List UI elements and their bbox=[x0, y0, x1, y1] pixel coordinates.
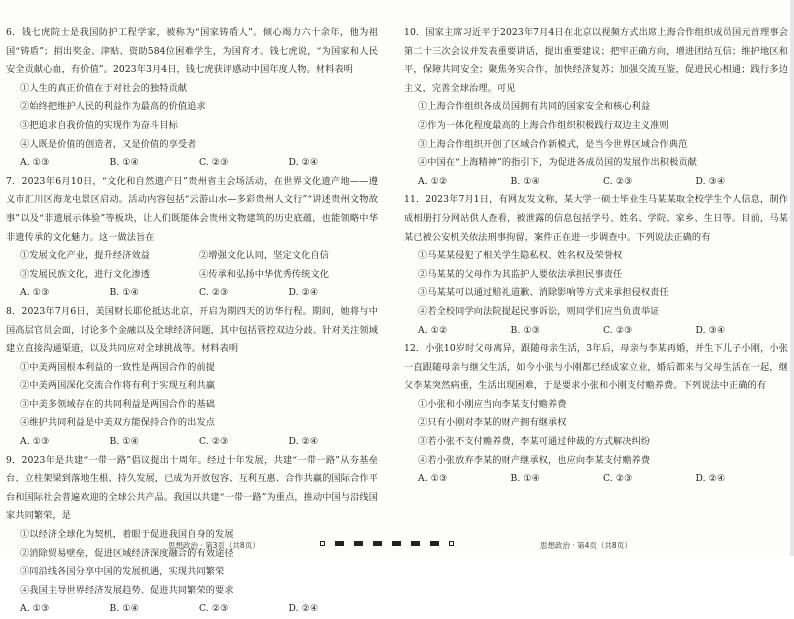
square-mark-icon bbox=[449, 541, 454, 546]
statement-4: ④若全校同学向法院提起民事诉讼，则同学们应当负责举证 bbox=[418, 305, 660, 317]
statement-3: ③马某某可以通过赔礼道歉、消除影响等方式来承担侵权责任 bbox=[418, 287, 669, 299]
choice-a[interactable]: A. ①③ bbox=[418, 473, 448, 485]
statement-4: ④维护共同利益是中美双方能保持合作的出发点 bbox=[20, 417, 216, 429]
choice-c[interactable]: C. ②③ bbox=[603, 473, 633, 485]
choice-b[interactable]: B. ①④ bbox=[109, 436, 140, 448]
statement-1: ①中美两国根本利益的一致性是两国合作的前提 bbox=[20, 361, 216, 373]
bar-mark-icon bbox=[430, 541, 439, 546]
bar-mark-icon bbox=[335, 541, 344, 546]
choice-c[interactable]: C. ②③ bbox=[199, 603, 229, 615]
choice-d[interactable]: D. ②④ bbox=[288, 287, 319, 299]
question-6 bbox=[6, 24, 378, 173]
statement-grid bbox=[6, 247, 378, 284]
choice-c[interactable]: C. ②③ bbox=[603, 175, 633, 187]
answer-choices bbox=[404, 173, 788, 192]
question-12 bbox=[404, 340, 788, 489]
square-mark-icon bbox=[320, 541, 325, 546]
answer-choices bbox=[404, 470, 788, 489]
bar-mark-icon bbox=[411, 541, 420, 546]
statement-2: ②中美两国深化交流合作将有利于实现互利共赢 bbox=[20, 380, 216, 392]
choice-b[interactable]: B. ①④ bbox=[510, 175, 541, 187]
statement-3: ③上海合作组织开创了区域合作新模式，是当今世界区域合作典范 bbox=[418, 138, 688, 150]
question-10 bbox=[404, 24, 788, 191]
statement-3: ③若小张不支付赡养费，李某可通过仲裁的方式解决纠纷 bbox=[418, 436, 651, 448]
question-stem: 12．小张10岁时父母离异，跟随母亲生活，3年后，母亲与李某再婚，并生下儿子小刚，小张一直跟随母亲与继父生活，如今小张与小刚都已经成家立业，婚后都来与父母生活在一起，继父李某突然病重，生活出现困难，于是要求小张和小刚支付赡养费。下列说法中正确的有 bbox=[404, 343, 788, 392]
choice-c[interactable]: C. ②③ bbox=[199, 436, 229, 448]
choice-a[interactable]: A. ①② bbox=[418, 175, 448, 187]
choice-a[interactable]: A. ①③ bbox=[20, 287, 50, 299]
question-8 bbox=[6, 303, 378, 452]
choice-c[interactable]: C. ②③ bbox=[603, 324, 633, 336]
answer-choices bbox=[6, 284, 378, 303]
statement-3: ③把追求自我价值的实现作为奋斗目标 bbox=[20, 119, 178, 131]
statement-1: ①发展文化产业，提升经济效益 bbox=[20, 250, 151, 262]
choice-b[interactable]: B. ①④ bbox=[510, 473, 541, 485]
statement-4: ④我国主导世界经济发展趋势、促进共同繁荣的要求 bbox=[20, 584, 234, 596]
choice-a[interactable]: A. ①③ bbox=[20, 157, 50, 169]
choice-c[interactable]: C. ②③ bbox=[199, 287, 229, 299]
answer-choices bbox=[6, 600, 378, 619]
footer-page-right: 思想政治 · 第4页（共8页） bbox=[540, 541, 632, 550]
statement-4: ④中国在“上海精神”的指引下，为促进各成员国的发展作出积极贡献 bbox=[418, 157, 697, 169]
choice-d[interactable]: D. ②④ bbox=[288, 157, 319, 169]
choice-a[interactable]: A. ①② bbox=[418, 324, 448, 336]
choice-a[interactable]: A. ①③ bbox=[20, 436, 50, 448]
answer-choices bbox=[404, 322, 788, 341]
statement-2: ②作为一体化程度最高的上海合作组织积极践行双边主义准则 bbox=[418, 119, 669, 131]
choice-b[interactable]: B. ①④ bbox=[109, 157, 140, 169]
footer-page-left: 思想政治 · 第3页（共8页） bbox=[168, 541, 260, 550]
choice-d[interactable]: D. ③④ bbox=[695, 175, 726, 187]
statement-1: ①以经济全球化为契机，着眼于促进我国自身的发展 bbox=[20, 529, 234, 541]
question-stem: 10．国家主席习近平于2023年7月4日在北京以视频方式出席上海合作组织成员国元首理事会第二十三次会议并发表重要讲话，提出重要建议；把牢正确方向，增进团结互信；维护地区和平，保障共同安全；聚焦务实合作，加快经济复苏；加强交流互鉴，促进民心相通；践行多边主义，完善全球治理。可见 bbox=[404, 27, 788, 94]
right-column bbox=[404, 24, 788, 489]
answer-choices bbox=[6, 154, 378, 173]
statement-3: ③发展民族文化，进行文化渗透 bbox=[20, 268, 151, 280]
choice-b[interactable]: B. ①④ bbox=[109, 603, 140, 615]
question-stem: 9．2023年是共建“一带一路”倡议提出十周年。经过十年发展，共建“一带一路”从夯基垒台、立柱架梁到落地生根、持久发展，已成为开放包容、互利互惠、合作共赢的国际合作平台和国际社会普遍欢迎的全球公共产品。我国以共建“一带一路”为重点，推动中国与沿线国家共同繁荣，是 bbox=[6, 454, 378, 522]
statement-1: ①上海合作组织各成员国拥有共同的国家安全和核心利益 bbox=[418, 101, 651, 113]
statement-4: ④人既是价值的创造者，又是价值的享受者 bbox=[20, 138, 197, 150]
question-11 bbox=[404, 191, 788, 340]
scan-edge bbox=[790, 0, 794, 556]
choice-a[interactable]: A. ①③ bbox=[20, 603, 50, 615]
left-column bbox=[6, 24, 378, 619]
choice-d[interactable]: D. ②④ bbox=[288, 603, 319, 615]
statement-4: ④传承和弘扬中华优秀传统文化 bbox=[199, 268, 330, 280]
statement-2: ②只有小刚对李某的财产拥有继承权 bbox=[418, 417, 567, 429]
statement-2: ②马某某的父母作为其监护人要依法承担民事责任 bbox=[418, 268, 623, 280]
question-stem: 8．2023年7月6日，美国财长耶伦抵达北京，开启为期四天的访华行程。期间，她将与中国高层官员会面，讨论多个金融以及全球经济问题，其中包括管控双边分歧、针对关注领域建立直接沟通渠道，以及共同应对全球挑战等。材料表明 bbox=[6, 305, 378, 355]
statement-2: ②始终把维护人民的利益作为最高的价值追求 bbox=[20, 101, 206, 113]
statement-1: ①马某某侵犯了相关学生隐私权、姓名权及荣誉权 bbox=[418, 250, 623, 262]
statement-1: ①人生的真正价值在于对社会的独特贡献 bbox=[20, 82, 188, 94]
choice-d[interactable]: D. ③④ bbox=[695, 324, 726, 336]
question-stem: 6．钱七虎院士是我国防护工程学家，被称为“国家铸盾人”。倾心竭力六十余年，他为祖国“铸盾”；捐出奖金、津贴、资助584位困难学生，为国育才。钱七虎说，“为国家和人民安全贡献心血，有价值”。2023年3月4日，钱七虎获评感动中国年度人物。材料表明 bbox=[6, 27, 378, 76]
statement-3: ③中美多领域存在的共同利益是两国合作的基础 bbox=[20, 398, 216, 410]
statement-4: ④若小张放弃李某的财产继承权，也应向李某支付赡养费 bbox=[418, 454, 651, 466]
choice-d[interactable]: D. ②④ bbox=[695, 473, 726, 485]
choice-d[interactable]: D. ②④ bbox=[288, 436, 319, 448]
statement-3: ③同沿线各国分享中国的发展机遇，实现共同繁荣 bbox=[20, 566, 225, 578]
page-footer bbox=[0, 538, 794, 552]
bar-mark-icon bbox=[373, 541, 382, 546]
statement-2: ②消除贸易壁垒，促进区域经济深度融合的有效途径 bbox=[20, 547, 234, 559]
question-stem: 7．2023年6月10日，“文化和自然遗产日”贵州省主会场活动，在世界文化遗产地——遵义市汇川区海龙屯景区启动。活动内容包括“云游山水—多彩贵州人文行”“讲述贵州文物故事”以及“非遗展示体验”等板块，让人们既能体会贵州文物建筑的历史底蕴，也能领略中华非遗传承的文化魅力。这一做法旨在 bbox=[6, 175, 378, 243]
question-7 bbox=[6, 173, 378, 303]
choice-c[interactable]: C. ②③ bbox=[199, 157, 229, 169]
answer-choices bbox=[6, 433, 378, 452]
statement-1: ①小张和小刚应当向李某支付赡养费 bbox=[418, 398, 567, 410]
question-9 bbox=[6, 452, 378, 619]
bar-mark-icon bbox=[392, 541, 401, 546]
bar-mark-icon bbox=[354, 541, 363, 546]
choice-b[interactable]: B. ①③ bbox=[510, 324, 541, 336]
registration-marks bbox=[320, 541, 454, 546]
choice-b[interactable]: B. ①④ bbox=[109, 287, 140, 299]
statement-2: ②增强文化认同，坚定文化自信 bbox=[199, 250, 330, 262]
question-stem: 11．2023年7月1日，有网友发文称，某大学一硕士毕业生马某某取全校学生个人信息，制作成相册打分网站供人查看，被泄露的信息包括学号、姓名、学院、家乡、生日等。目前，马某某已被公安机关依法刑事拘留，案件正在进一步调查中。下列说法正确的有 bbox=[404, 194, 788, 243]
